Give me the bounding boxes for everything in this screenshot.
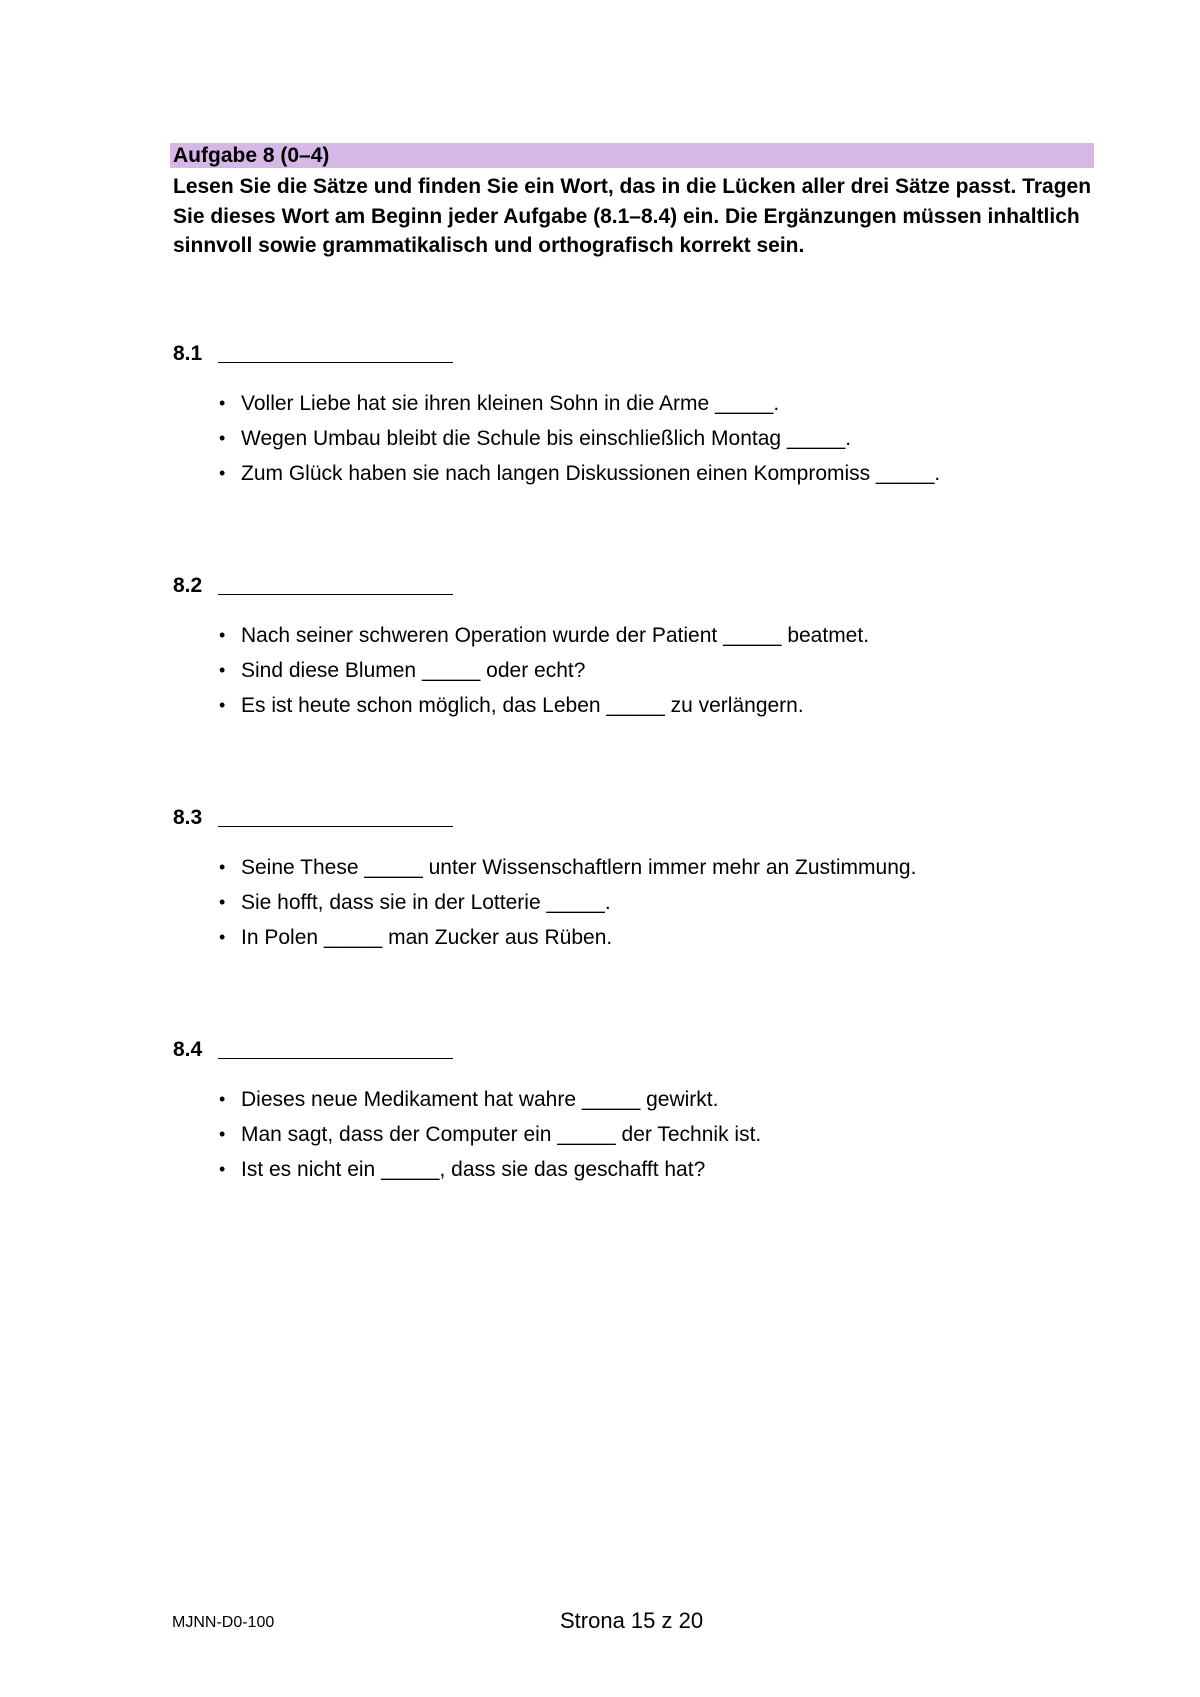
sentence-item: • Seine These _____ unter Wissenschaftlern immer mehr an Zustimmung. bbox=[173, 850, 1073, 885]
sentence-list bbox=[173, 850, 1073, 955]
sentence-item: • In Polen _____ man Zucker aus Rüben. bbox=[173, 920, 1073, 955]
task-header: Aufgabe 8 (0–4) bbox=[170, 143, 1094, 168]
task-instructions: Lesen Sie die Sätze und finden Sie ein Wort, das in die Lücken aller drei Sätze passt. Tragen Sie dieses Wort am Beginn jeder Aufgabe (8.1–8.4) ein. Die Ergänzungen müssen inhaltlich sinnvoll sowie grammatikalisch und orthografisch korrekt sein. bbox=[173, 175, 1092, 257]
answer-blank[interactable] bbox=[218, 812, 453, 827]
sentence-item: • Sie hofft, dass sie in der Lotterie _____. bbox=[173, 885, 1073, 920]
exercise-number: 8.2 bbox=[173, 574, 203, 597]
exercise-8-2 bbox=[173, 570, 1073, 723]
exercise-number: 8.1 bbox=[173, 342, 203, 365]
sentence-item: • Sind diese Blumen _____ oder echt? bbox=[173, 653, 1073, 688]
exercise-8-1 bbox=[173, 338, 1073, 491]
sentence-list bbox=[173, 618, 1073, 723]
bullet-icon: • bbox=[219, 625, 226, 645]
sentence-item: • Zum Glück haben sie nach langen Diskussionen einen Kompromiss _____. bbox=[173, 456, 1073, 491]
footer-page-number: Strona 15 z 20 bbox=[560, 1608, 704, 1633]
bullet-icon: • bbox=[219, 857, 226, 877]
answer-blank[interactable] bbox=[218, 580, 453, 595]
bullet-icon: • bbox=[219, 660, 226, 680]
bullet-icon: • bbox=[219, 927, 226, 947]
bullet-icon: • bbox=[219, 1159, 226, 1179]
sentence-list bbox=[173, 1082, 1073, 1187]
sentence-list bbox=[173, 386, 1073, 491]
bullet-icon: • bbox=[219, 695, 226, 715]
bullet-icon: • bbox=[219, 393, 226, 413]
sentence-item: • Nach seiner schweren Operation wurde der Patient _____ beatmet. bbox=[173, 618, 1073, 653]
sentence-item: • Man sagt, dass der Computer ein _____ der Technik ist. bbox=[173, 1117, 1073, 1152]
bullet-icon: • bbox=[219, 1089, 226, 1109]
sentence-item: • Dieses neue Medikament hat wahre _____ gewirkt. bbox=[173, 1082, 1073, 1117]
answer-blank[interactable] bbox=[218, 1044, 453, 1059]
sentence-item: • Ist es nicht ein _____, dass sie das geschafft hat? bbox=[173, 1152, 1073, 1187]
footer-exam-code: MJNN-D0-100 bbox=[172, 1614, 275, 1631]
bullet-icon: • bbox=[219, 428, 226, 448]
exercise-8-4 bbox=[173, 1034, 1073, 1187]
bullet-icon: • bbox=[219, 463, 226, 483]
exercise-number: 8.4 bbox=[173, 1038, 203, 1061]
sentence-item: • Wegen Umbau bleibt die Schule bis einschließlich Montag _____. bbox=[173, 421, 1073, 456]
exercise-8-3 bbox=[173, 802, 1073, 955]
exercise-number: 8.3 bbox=[173, 806, 203, 829]
answer-blank[interactable] bbox=[218, 348, 453, 363]
bullet-icon: • bbox=[219, 892, 226, 912]
sentence-item: • Es ist heute schon möglich, das Leben _____ zu verlängern. bbox=[173, 688, 1073, 723]
bullet-icon: • bbox=[219, 1124, 226, 1144]
sentence-item: • Voller Liebe hat sie ihren kleinen Sohn in die Arme _____. bbox=[173, 386, 1073, 421]
